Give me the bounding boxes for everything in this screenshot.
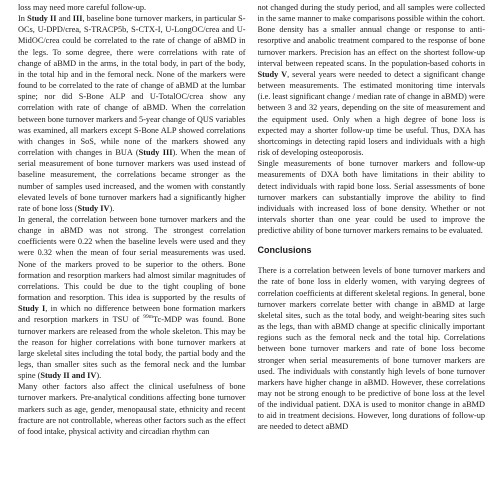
text: In general, the correlation between bone turnover markers and the change in aBMD was not strong. The strongest correlation coefficients were 0.22 when the baseline levels were used and they were 0.32 when the mean of four serial measurements was used. None of the markers proved to be superior to the others. Bone formation and resorption markers had almost similar magnitudes of correlations. This could be due to the tight coupling of bone formation and resorption. This idea is supported by the results of (18, 214, 246, 303)
right-column (258, 2, 486, 500)
paragraph (258, 158, 486, 236)
text: , in which no difference between bone formation markers and resorption markers in TSU of (18, 304, 246, 325)
text: not changed during the study period, and all samples were collected in the same manner to make comparisons possible within the cohort. (257, 3, 485, 24)
text: and (56, 14, 73, 24)
paragraph (18, 13, 246, 214)
text: loss may need more careful follow-up. (18, 3, 147, 12)
paragraph (18, 214, 246, 381)
study-ref: Study I (18, 304, 46, 314)
isotope-superscript: 99m (143, 314, 154, 321)
text: Bone density has a smaller annual change or response to anti-resorptive and anabolic treatment compared to the response of bone turnover markers. Precision has an effect on the shortest follow-up interval between repeated scans. In the population-based cohorts in (257, 25, 485, 68)
study-ref: Study V (257, 69, 288, 79)
text: , several years were needed to detect a significant change between measurements. The estimated monitoring time intervals (i.e. least significant change / median rate of change in aBMD) were between 3 and 32 years, depending on the site of measurement and the equipment used. Only when a high degree of bone loss is expected may a shorter follow-up time be useful. Thus, DXA has shortcomings in detecting rapid losers and individuals with a high risk of developing osteoporosis. (257, 69, 485, 158)
paragraph (18, 381, 246, 437)
study-ref: Study II (27, 14, 57, 24)
section-heading: Conclusions (257, 245, 312, 256)
text: , baseline bone turnover markers, in particular S-OCs, U-DPD/crea, S-TRACP5b, S-CTX-I, U-LongOC/crea and U-MidOC/crea could be correlated to the rate of change of aBMD in the legs. To some degree, there were correlations with rate of change of aBMD in the arms, in the total body, in part of the body, in the total hip and in the femoral neck. None of the markers were found to be correlated to the rate of change of aBMD at the lumbar spine; nor did S-Bone ALP and U-TotalOC/crea show any correlation with rate of change of aBMD. When the correlation between bone turnover markers and 5-year change of QUS variables was examined, all markers except S-Bone ALP showed correlations with changes in SoS, while none of the markers showed any correlation with changes in BUA ( (18, 14, 246, 158)
text: ). When the mean of serial measurement of bone turnover markers was used instead of baseline measurement, the correlations became stronger as the number of samples used increased, and the women with constantly elevated levels of bone turnover markers had a significantly higher rate of bone loss ( (18, 148, 246, 213)
text: In (18, 14, 28, 24)
text: Single measurements of bone turnover markers and follow-up measurements of DXA both have limitations in their ability to detect individuals with rapid bone loss. Serial assessments of bone turnover markers can substantially improve the ability to find individuals with increased loss of bone density. Whether or not intervals shorter than one year could be used to improve the predictive ability of bone turnover markers remains to be evaluated. (257, 159, 485, 236)
paragraph (258, 265, 486, 432)
text: There is a correlation between levels of bone turnover markers and the rate of bone loss in elderly women, with varying degrees of correlation coefficients at different skeletal regions. In general, bone turnover markers correlate better with change in aBMD at large skeletal sites, such as the total body, and weight-bearing sites such as the legs, than with aBMD change at specific clinically important regions such as the femoral neck and the total hip. Correlations between bone turnover markers and rate of bone loss become stronger when serial measurements of bone turnover markers are used. The individuals with constantly high levels of bone turnover markers have higher change in aBMD. However, these correlations may not be strong enough to be predictive of bone loss at the level of the individual patient. DXA is used to monitor change in aBMD to aid in treatment decisions. However, long durations of follow-up are needed to detect aBMD (257, 266, 485, 432)
text: ). (109, 203, 115, 213)
text: Many other factors also affect the clinical usefulness of bone turnover markers. Pre-analytical conditions affecting bone turnover markers such as age, gender, menopausal state, ethnicity and recent fracture are not controllable, whereas other factors such as the effect of food intake, physical activity and circadian rhythm can (18, 382, 246, 436)
paragraph (18, 2, 246, 13)
study-ref: Study III (138, 148, 173, 158)
study-ref: III (72, 14, 83, 24)
study-ref: Study II and IV (40, 371, 97, 381)
paragraph (258, 24, 486, 158)
text: ). (96, 371, 102, 381)
study-ref: Study IV (77, 203, 110, 213)
paragraph (258, 2, 486, 24)
left-column (18, 2, 246, 500)
text: Tc-MDP was found. Bone turnover markers are released from the whole skeleton. This may be the reason for higher correlations with bone turnover markers at large skeletal sites including the total body, the partial body and the legs, than smaller sites such as the femoral neck and the lumbar spine ( (18, 315, 246, 381)
